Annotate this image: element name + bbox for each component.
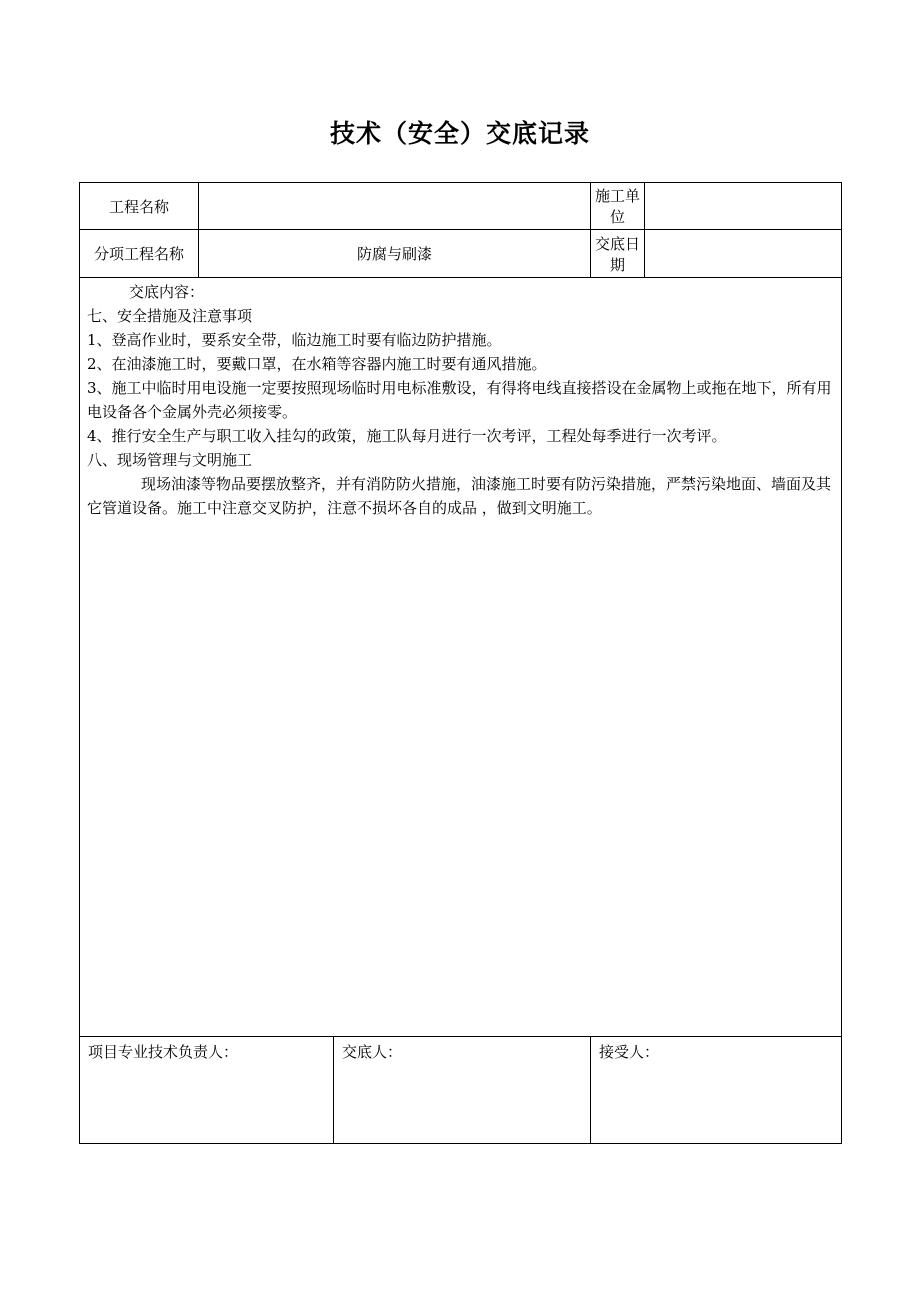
disclosure-content bbox=[80, 278, 842, 1037]
content-line: 现场油漆等物品要摆放整齐，并有消防防火措施，油漆施工时要有防污染措施，严禁污染地面、墙面及其它管道设备。施工中注意交叉防护，注意不损坏各自的成品 ，做到文明施工。 bbox=[87, 475, 832, 517]
construction-unit-label: 施工单位 bbox=[591, 183, 645, 230]
discloser-signature: 交底人： bbox=[334, 1037, 591, 1144]
disclosure-date-label: 交底日期 bbox=[591, 230, 645, 278]
content-line: 4、推行安全生产与职工收入挂勾的政策，施工队每月进行一次考评，工程处每季进行一次考评。 bbox=[87, 427, 727, 445]
content-line: 八、现场管理与文明施工 bbox=[87, 451, 253, 469]
subitem-name-label: 分项工程名称 bbox=[80, 230, 199, 278]
project-name-label: 工程名称 bbox=[80, 183, 199, 230]
receiver-signature: 接受人： bbox=[591, 1037, 842, 1144]
construction-unit-value bbox=[645, 183, 842, 230]
table-row-project bbox=[80, 183, 842, 230]
content-line: 七、安全措施及注意事项 bbox=[87, 307, 253, 325]
document-title: 技术（安全）交底记录 bbox=[329, 119, 590, 148]
table-row-signatures bbox=[80, 1037, 842, 1144]
project-name-value bbox=[199, 183, 591, 230]
content-line: 3、施工中临时用电设施一定要按照现场临时用电标准敷设，有得将电线直接搭设在金属物上或拖在地下，所有用电设备各个金属外壳必须接零。 bbox=[87, 379, 832, 421]
tech-lead-signature: 项目专业技术负责人： bbox=[80, 1037, 334, 1144]
disclosure-date-value bbox=[645, 230, 842, 278]
disclosure-record-table bbox=[79, 182, 842, 1144]
content-line: 2、在油漆施工时，要戴口罩，在水箱等容器内施工时要有通风措施。 bbox=[87, 355, 547, 373]
table-row-subitem bbox=[80, 230, 842, 278]
table-row-content bbox=[80, 278, 842, 1037]
content-heading: 交底内容： bbox=[129, 283, 205, 301]
subitem-name-value: 防腐与刷漆 bbox=[199, 230, 591, 278]
content-line: 1、登高作业时，要系安全带，临边施工时要有临边防护措施。 bbox=[87, 331, 502, 349]
